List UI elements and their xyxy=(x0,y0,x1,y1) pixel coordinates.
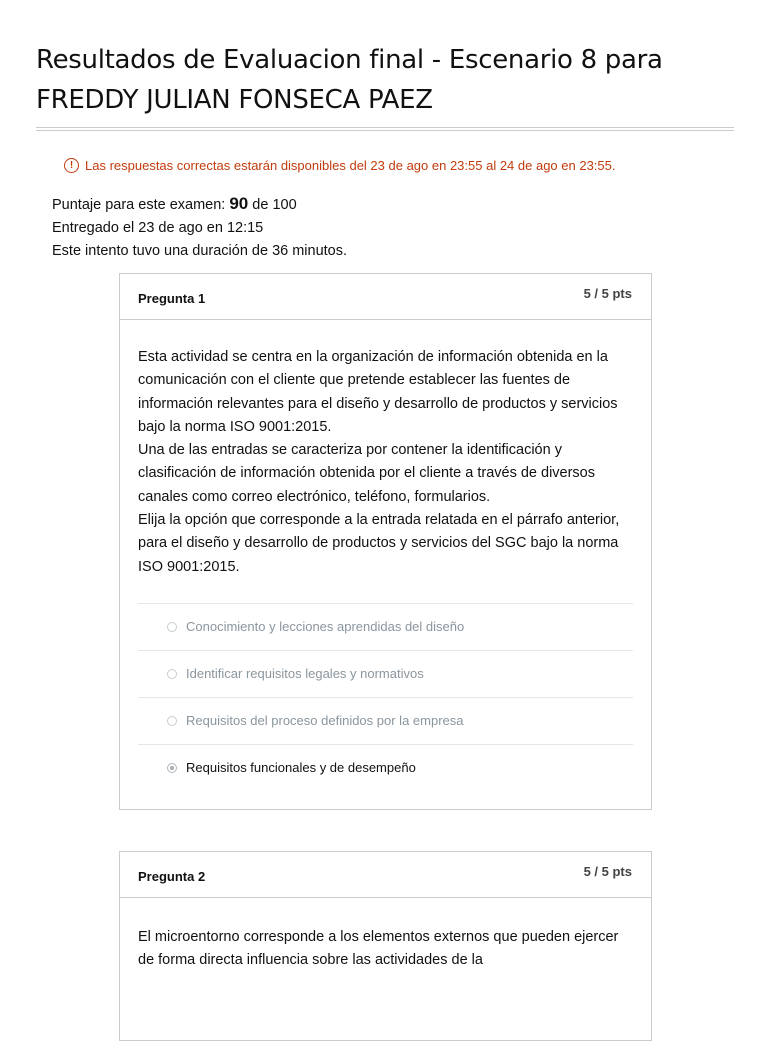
question-points: 5 / 5 pts xyxy=(583,286,632,301)
answer-option[interactable] xyxy=(138,697,633,744)
score-value: 90 xyxy=(229,194,249,213)
answer-option-selected[interactable] xyxy=(138,744,633,791)
answer-list xyxy=(138,603,633,791)
score-label: Puntaje para este examen: xyxy=(52,197,226,213)
score-line xyxy=(52,192,347,217)
submitted-date: Entregado el 23 de ago en 12:15 xyxy=(52,220,264,236)
question-title: Pregunta 2 xyxy=(138,869,206,884)
radio-button-icon[interactable] xyxy=(167,669,177,679)
question-text xyxy=(120,320,651,579)
question-2 xyxy=(119,851,652,1041)
question-header xyxy=(120,852,651,898)
answers-availability-notice xyxy=(64,158,616,173)
answer-label: Conocimiento y lecciones aprendidas del diseño xyxy=(186,619,465,635)
question-paragraph: Elija la opción que corresponde a la entrada relatada en el párrafo anterior, para el diseño y desarrollo de productos y servicios del SGC bajo la norma ISO 9001:2015. xyxy=(138,512,620,575)
title-divider xyxy=(36,127,734,128)
question-paragraph: Esta actividad se centra en la organización de información obtenida en la comunicación con el cliente que pretende establecer las fuentes de información relevantes para el diseño y desarrollo de productos y servicios bajo la norma ISO 9001:2015. xyxy=(138,349,618,435)
question-header xyxy=(120,274,651,320)
radio-button-selected-icon[interactable] xyxy=(167,763,177,773)
question-1 xyxy=(119,273,652,810)
score-total: de 100 xyxy=(252,197,297,213)
notice-text: Las respuestas correctas estarán disponibles del 23 de ago en 23:55 al 24 de ago en 23:55. xyxy=(85,158,616,173)
question-paragraph: El microentorno corresponde a los elementos externos que pueden ejercer de forma directa influencia sobre las actividades de la xyxy=(138,929,619,969)
title-divider-secondary xyxy=(36,130,734,131)
answer-label: Identificar requisitos legales y normativos xyxy=(186,666,424,682)
page-title: Resultados de Evaluacion final - Escenario 8 para FREDDY JULIAN FONSECA PAEZ xyxy=(36,45,663,115)
attempt-duration: Este intento tuvo una duración de 36 minutos. xyxy=(52,243,348,259)
question-points: 5 / 5 pts xyxy=(583,864,632,879)
radio-button-icon[interactable] xyxy=(167,622,177,632)
answer-option[interactable] xyxy=(138,650,633,697)
question-text xyxy=(120,898,651,973)
answer-label: Requisitos funcionales y de desempeño xyxy=(186,760,416,776)
answer-option[interactable] xyxy=(138,603,633,650)
attempt-summary xyxy=(52,192,347,263)
warning-circle-icon: ! xyxy=(64,158,79,173)
question-title: Pregunta 1 xyxy=(138,291,206,306)
radio-button-icon[interactable] xyxy=(167,716,177,726)
question-paragraph: Una de las entradas se caracteriza por contener la identificación y clasificación de información obtenida por el cliente a través de diversos canales como correo electrónico, teléfono, formularios. xyxy=(138,442,595,505)
answer-label: Requisitos del proceso definidos por la empresa xyxy=(186,713,464,729)
